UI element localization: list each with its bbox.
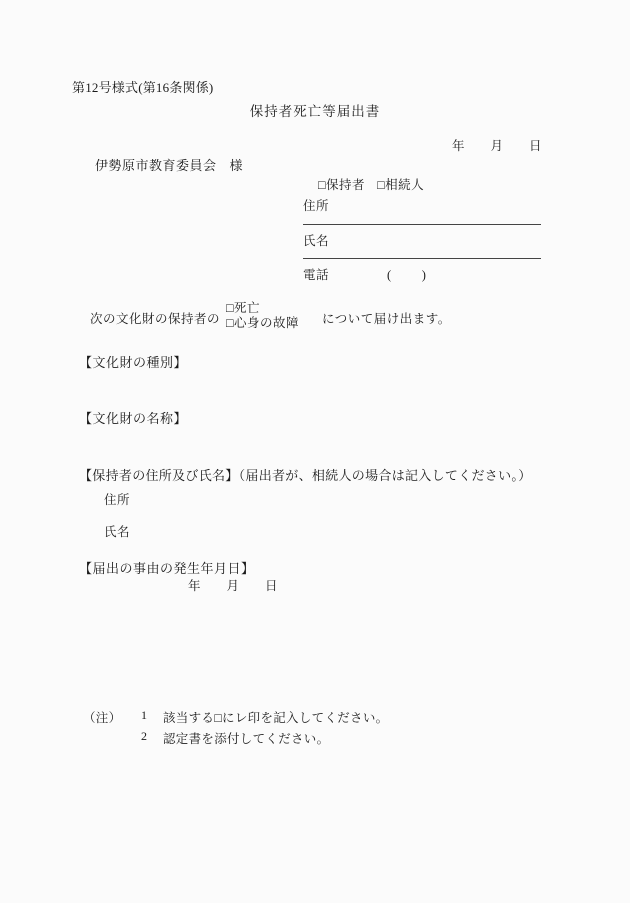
statement-tail: について届け出ます。 (322, 312, 451, 326)
section-heading-owner: 【保持者の住所及び氏名】（届出者が、相続人の場合は記入してください。） (79, 468, 532, 483)
phone-paren-open: ( (387, 268, 392, 282)
date-month-label: 月 (490, 139, 504, 153)
phone-paren-close: ) (421, 268, 427, 282)
section-heading-category: 【文化財の種別】 (79, 355, 188, 370)
checkbox-option-disability[interactable]: □心身の故障 (226, 316, 300, 330)
statement-lead: 次の文化財の保持者の (90, 312, 221, 326)
event-date-month-label: 月 (226, 579, 240, 593)
note-text-1: 該当する□にレ印を記入してください。 (163, 711, 389, 725)
date-day-label: 日 (529, 139, 542, 153)
event-date-line (188, 576, 278, 594)
submitter-name-label: 氏名 (303, 234, 330, 248)
submitter-address-rule (303, 224, 541, 225)
owner-name-label: 氏名 (104, 525, 131, 539)
event-date-day-label: 日 (265, 579, 278, 593)
addressee (95, 155, 243, 174)
submitter-phone-label: 電話 (303, 268, 330, 282)
checkbox-option-holder[interactable]: □保持者 (318, 178, 366, 192)
submitter-type-options (318, 175, 424, 193)
section-heading-event-date: 【届出の事由の発生年月日】 (79, 561, 255, 576)
section-heading-name: 【文化財の名称】 (79, 411, 188, 426)
form-number: 第12号様式(第16条関係) (72, 80, 214, 95)
addressee-honorific: 様 (229, 158, 244, 173)
note-number-2: 2 (141, 729, 147, 743)
submitter-name-rule (303, 258, 541, 259)
page-title: 保持者死亡等届出書 (249, 104, 381, 119)
note-text-2: 認定書を添付してください。 (163, 732, 330, 746)
submitter-address-label: 住所 (303, 199, 330, 213)
submitter-phone-row (303, 265, 426, 283)
date-year-label: 年 (452, 139, 465, 153)
submission-date-line (452, 136, 542, 154)
checkbox-option-heir[interactable]: □相続人 (377, 178, 425, 192)
note-number-1: 1 (141, 708, 147, 722)
event-date-year-label: 年 (188, 579, 201, 593)
owner-address-label: 住所 (104, 493, 131, 507)
addressee-name: 伊勢原市教育委員会 (95, 158, 217, 173)
reason-options (226, 301, 299, 331)
notes-label: （注） (83, 711, 122, 725)
checkbox-option-death[interactable]: □死亡 (226, 301, 261, 315)
